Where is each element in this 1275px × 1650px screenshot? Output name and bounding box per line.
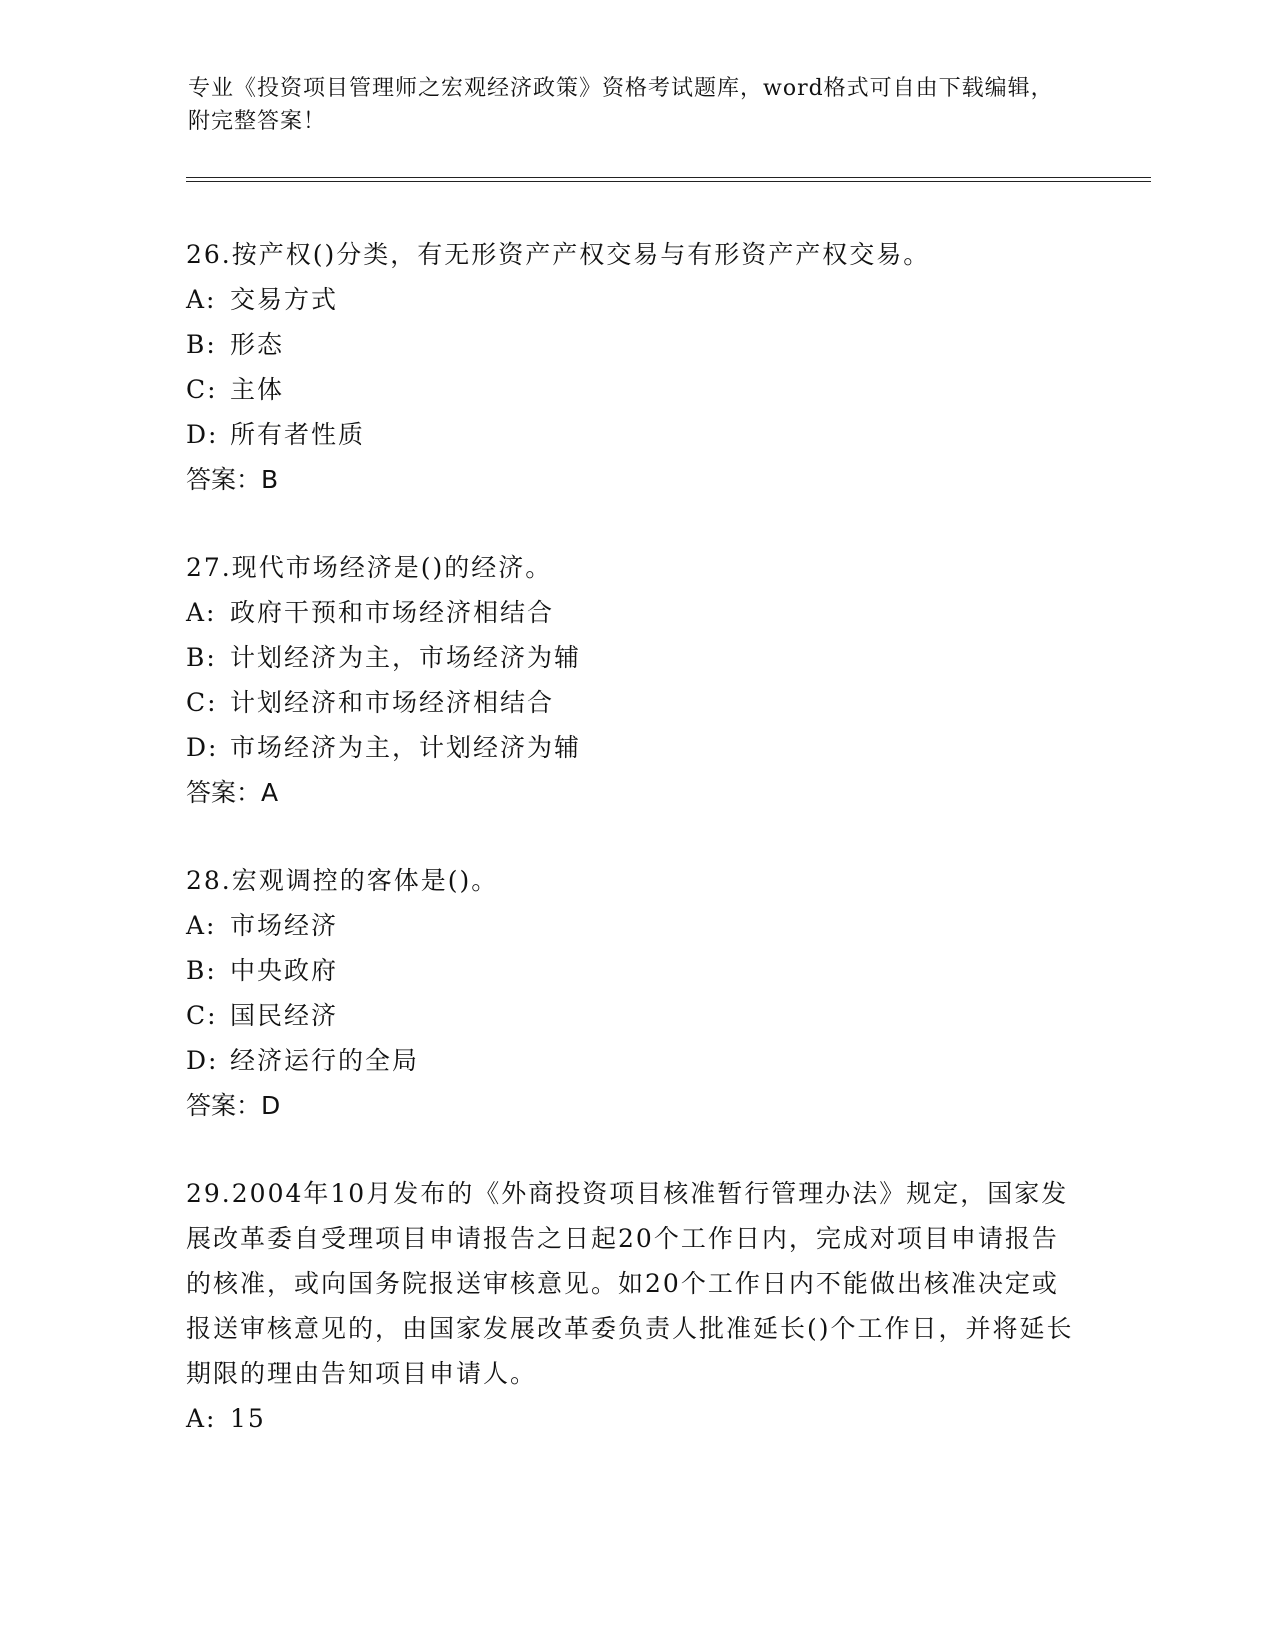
option-c	[186, 680, 1076, 725]
question-27	[186, 545, 1076, 815]
option-key: B:	[186, 956, 217, 985]
option-text: 形态	[230, 330, 285, 359]
answer-label: 答案：D	[186, 1091, 281, 1120]
option-a	[186, 1396, 1076, 1441]
answer-label: 答案：B	[186, 465, 279, 494]
option-key: A:	[186, 1404, 217, 1433]
header-text: 专业《投资项目管理师之宏观经济政策》资格考试题库，word格式可自由下载编辑，附完整答案！	[188, 76, 1054, 134]
option-text: 计划经济和市场经济相结合	[230, 688, 555, 717]
option-text: 国民经济	[230, 1001, 339, 1030]
option-d	[186, 1038, 1076, 1083]
option-key: D:	[186, 420, 219, 449]
option-d	[186, 725, 1076, 770]
question-26	[186, 232, 1076, 502]
option-text: 市场经济为主，计划经济为辅	[230, 733, 582, 762]
option-key: D:	[186, 733, 219, 762]
option-key: A:	[186, 911, 217, 940]
option-key: B:	[186, 330, 217, 359]
option-a	[186, 277, 1076, 322]
option-key: C:	[186, 375, 218, 404]
option-text: 政府干预和市场经济相结合	[230, 598, 555, 627]
option-key: B:	[186, 643, 217, 672]
option-text: 经济运行的全局	[230, 1046, 420, 1075]
option-b	[186, 635, 1076, 680]
question-text: 29.2004年10月发布的《外商投资项目核准暂行管理办法》规定，国家发展改革委自受理项目申请报告之日起20个工作日内，完成对项目申请报告的核准，或向国务院报送审核意见。如20个工作日内不能做出核准决定或报送审核意见的，由国家发展改革委负责人批准延长()个工作日，并将延长期限的理由告知项目申请人。	[186, 1179, 1074, 1388]
question-28	[186, 858, 1076, 1128]
question-text: 28.宏观调控的客体是()。	[186, 866, 499, 895]
option-key: A:	[186, 285, 217, 314]
header-divider-bottom	[186, 181, 1151, 182]
option-key: D:	[186, 1046, 219, 1075]
option-text: 所有者性质	[230, 420, 366, 449]
option-b	[186, 322, 1076, 367]
question-text: 27.现代市场经济是()的经济。	[186, 553, 553, 582]
option-c	[186, 367, 1076, 412]
option-text: 主体	[230, 375, 285, 404]
option-key: A:	[186, 598, 217, 627]
option-text: 计划经济为主，市场经济为辅	[230, 643, 582, 672]
header-divider-top	[186, 177, 1151, 178]
question-29	[186, 1171, 1076, 1441]
option-c	[186, 993, 1076, 1038]
question-text: 26.按产权()分类，有无形资产产权交易与有形资产产权交易。	[186, 240, 931, 269]
option-key: C:	[186, 1001, 218, 1030]
option-b	[186, 948, 1076, 993]
question-list	[186, 232, 1076, 1484]
option-a	[186, 590, 1076, 635]
option-text: 15	[230, 1404, 266, 1433]
option-text: 中央政府	[230, 956, 339, 985]
option-a	[186, 903, 1076, 948]
answer-label: 答案：A	[186, 778, 279, 807]
document-header	[188, 72, 1068, 138]
option-d	[186, 412, 1076, 457]
option-text: 市场经济	[230, 911, 339, 940]
option-text: 交易方式	[230, 285, 339, 314]
option-key: C:	[186, 688, 218, 717]
